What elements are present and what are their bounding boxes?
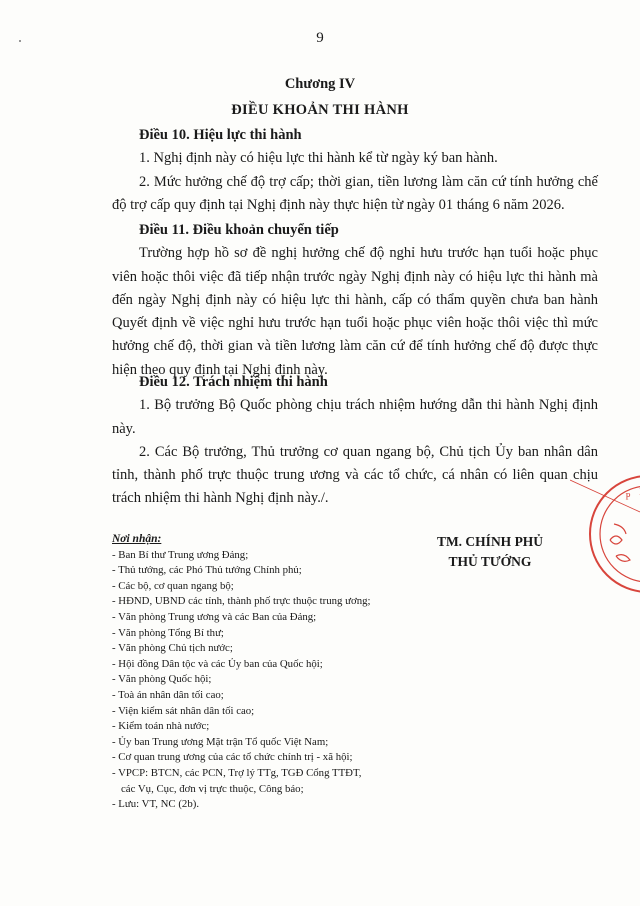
recipient-item: các Vụ, Cục, đơn vị trực thuộc, Công báo;	[121, 782, 304, 795]
recipients-label: Nơi nhận:	[112, 533, 162, 545]
recipient-item: - Viện kiểm sát nhân dân tối cao;	[112, 704, 255, 717]
signature-block	[400, 532, 580, 572]
recipient-item: - Kiểm toán nhà nước;	[112, 720, 210, 733]
article-heading: Điều 10. Hiệu lực thi hành	[139, 127, 302, 143]
article-12	[112, 371, 598, 511]
recipient-item: - Văn phòng Chủ tịch nước;	[112, 642, 233, 655]
article-paragraph: 2. Các Bộ trưởng, Thủ trưởng cơ quan ngang bộ, Chủ tịch Ủy ban nhân dân tỉnh, thành phố trực thuộc trung ương và các tổ chức, cá nhân có liên quan chịu trách nhiệm thi hành Nghị định này./.	[112, 443, 598, 507]
signer-line-2: THỦ TƯỚNG	[448, 554, 532, 569]
signer-line-1: TM. CHÍNH PHỦ	[436, 534, 544, 549]
recipient-item: - Ban Bí thư Trung ương Đảng;	[112, 548, 249, 561]
article-paragraph: 1. Bộ trưởng Bộ Quốc phòng chịu trách nhiệm hướng dẫn thi hành Nghị định này.	[112, 397, 598, 437]
article-heading: Điều 12. Trách nhiệm thi hành	[139, 374, 328, 390]
article-heading: Điều 11. Điều khoản chuyển tiếp	[139, 222, 339, 238]
recipient-item: - Ủy ban Trung ương Mặt trận Tổ quốc Việt Nam;	[112, 735, 329, 748]
chapter-number: Chương IV	[284, 76, 356, 92]
recipients-list	[112, 532, 412, 813]
page-number: 9	[316, 30, 324, 46]
official-seal	[570, 472, 640, 602]
recipient-item: - Lưu: VT, NC (2b).	[112, 798, 200, 811]
recipient-item: - Văn phòng Quốc hội;	[112, 673, 212, 686]
article-11	[112, 219, 598, 382]
article-paragraph: Trường hợp hồ sơ đề nghị hưởng chế độ nghỉ hưu trước hạn tuổi hoặc phục viên hoặc thôi việc đã tiếp nhận trước ngày Nghị định này có hiệu lực thi hành mà đến ngày Nghị định này có hiệu lực thi hành, cấp có thẩm quyền chưa ban hành Quyết định về việc nghỉ hưu trước hạn tuổi hoặc phục viên hoặc thôi việc thì mức hưởng chế độ, thời gian và tiền lương làm căn cứ để tính hưởng chế độ được thực hiện theo quy định tại Nghị định này.	[112, 245, 598, 378]
article-paragraph: 1. Nghị định này có hiệu lực thi hành kể từ ngày ký ban hành.	[139, 150, 498, 167]
seal-icon	[570, 472, 640, 602]
article-10	[112, 124, 598, 217]
recipient-item: - Văn phòng Tổng Bí thư;	[112, 626, 224, 639]
chapter-title: ĐIỀU KHOẢN THI HÀNH	[231, 102, 409, 118]
recipient-item: - Hội đồng Dân tộc và các Ủy ban của Quốc hội;	[112, 657, 323, 670]
recipient-item: - Thủ tướng, các Phó Thủ tướng Chính phủ;	[112, 564, 302, 577]
article-paragraph: 2. Mức hưởng chế độ trợ cấp; thời gian, tiền lương làm căn cứ tính hưởng chế độ trợ cấp quy định tại Nghị định này thực hiện từ ngày 01 tháng 6 năm 2026.	[112, 173, 598, 213]
recipient-item: - VPCP: BTCN, các PCN, Trợ lý TTg, TGĐ Cổng TTĐT,	[112, 766, 362, 779]
recipient-item: - HĐND, UBND các tỉnh, thành phố trực thuộc trung ương;	[112, 595, 371, 608]
recipient-item: - Toà án nhân dân tối cao;	[112, 688, 224, 701]
seal-letter: P	[625, 491, 631, 502]
recipient-item: - Văn phòng Trung ương và các Ban của Đảng;	[112, 610, 317, 623]
recipient-item: - Các bộ, cơ quan ngang bộ;	[112, 579, 234, 592]
recipient-item: - Cơ quan trung ương của các tổ chức chính trị - xã hội;	[112, 751, 353, 764]
